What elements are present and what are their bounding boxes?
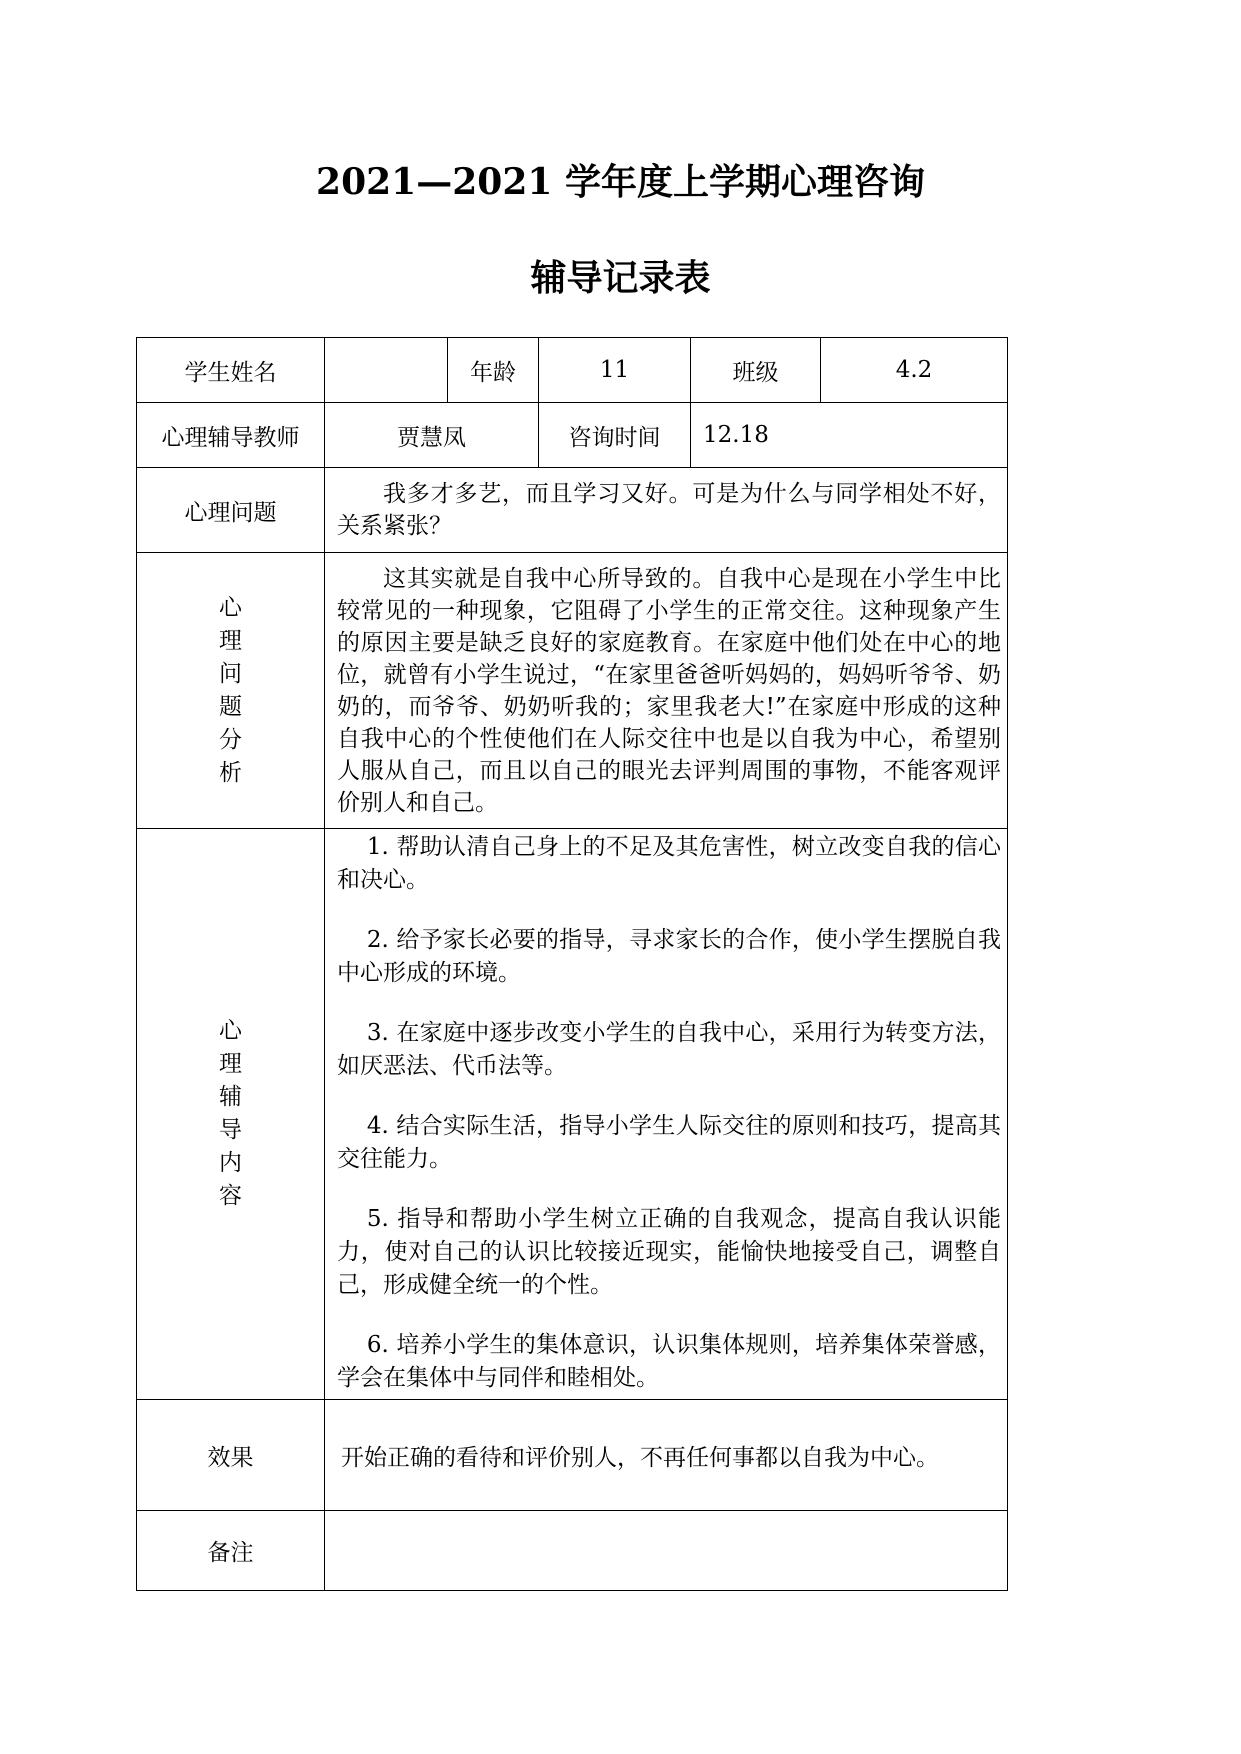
age-value[interactable]: 11: [539, 338, 691, 403]
consult-time-value[interactable]: 12.18: [691, 403, 1008, 468]
row-analysis: [137, 553, 1008, 829]
row-teacher-info: [137, 403, 1008, 468]
counseling-item: 1. 帮助认清自己身上的不足及其危害性，树立改变自我的信心和决心。: [337, 834, 1001, 893]
problem-text[interactable]: 我多才多艺，而且学习又好。可是为什么与同学相处不好，关系紧张？: [325, 468, 1008, 553]
row-remarks: [137, 1511, 1008, 1591]
counseling-label-char: 内: [219, 1150, 242, 1176]
analysis-label-char: 理: [219, 627, 242, 654]
student-name-label: 学生姓名: [137, 338, 325, 403]
counseling-record-table: [136, 337, 1008, 1591]
row-student-info: [137, 338, 1008, 403]
row-counseling-content: [137, 829, 1008, 1400]
document-title-line2: 辅导记录表: [530, 257, 711, 299]
analysis-text[interactable]: 这其实就是自我中心所导致的。自我中心是现在小学生中比较常见的一种现象，它阻碍了小学生的正常交往。这种现象产生的原因主要是缺乏良好的家庭教育。在家庭中他们处在中心的地位，就曾有小学生说过，“在家里爸爸听妈妈的，妈妈听爷爷、奶奶的，而爷爷、奶奶听我的；家里我老大!”在家庭中形成的这种自我中心的个性使他们在人际交往中也是以自我为中心，希望别人服从自己，而且以自己的眼光去评判周围的事物，不能客观评价别人和自己。: [325, 553, 1008, 829]
counseling-content[interactable]: [325, 829, 1008, 1400]
remarks-label: 备注: [137, 1511, 325, 1591]
counseling-label: [137, 829, 325, 1400]
counseling-label-char: 心: [219, 1018, 242, 1044]
counseling-item: 4. 结合实际生活，指导小学生人际交往的原则和技巧，提高其交往能力。: [337, 1113, 1001, 1172]
counseling-label-char: 理: [219, 1051, 242, 1077]
counseling-label-char: 辅: [219, 1084, 242, 1110]
analysis-label-char: 心: [219, 594, 242, 621]
row-problem: [137, 468, 1008, 553]
consult-time-label: 咨询时间: [539, 403, 691, 468]
class-label: 班级: [691, 338, 821, 403]
counseling-item: 3. 在家庭中逐步改变小学生的自我中心，采用行为转变方法，如厌恶法、代币法等。: [337, 1020, 1001, 1079]
teacher-label: 心理辅导教师: [137, 403, 325, 468]
problem-label: 心理问题: [137, 468, 325, 553]
teacher-value[interactable]: 贾慧凤: [325, 403, 539, 468]
remarks-value[interactable]: [325, 1511, 1008, 1591]
counseling-label-char: 导: [219, 1117, 242, 1143]
analysis-label: [137, 553, 325, 829]
counseling-label-char: 容: [219, 1183, 242, 1209]
class-value[interactable]: 4.2: [821, 338, 1008, 403]
effect-label: 效果: [137, 1400, 325, 1511]
counseling-item: 5. 指导和帮助小学生树立正确的自我观念，提高自我认识能力，使对自己的认识比较接近现实，能愉快地接受自己，调整自己，形成健全统一的个性。: [337, 1206, 1001, 1298]
analysis-label-char: 题: [219, 693, 242, 720]
analysis-label-char: 分: [219, 726, 242, 753]
counseling-item: 2. 给予家长必要的指导，寻求家长的合作，使小学生摆脱自我中心形成的环境。: [337, 927, 1001, 986]
student-name-value[interactable]: [325, 338, 448, 403]
effect-text[interactable]: 开始正确的看待和评价别人，不再任何事都以自我为中心。: [325, 1400, 1008, 1511]
analysis-label-char: 问: [219, 660, 242, 687]
analysis-label-char: 析: [219, 759, 242, 786]
age-label: 年龄: [448, 338, 539, 403]
row-effect: [137, 1400, 1008, 1511]
document-title-line1: 2021—2021 学年度上学期心理咨询: [316, 161, 925, 203]
counseling-item: 6. 培养小学生的集体意识，认识集体规则，培养集体荣誉感，学会在集体中与同伴和睦相处。: [337, 1332, 1001, 1391]
